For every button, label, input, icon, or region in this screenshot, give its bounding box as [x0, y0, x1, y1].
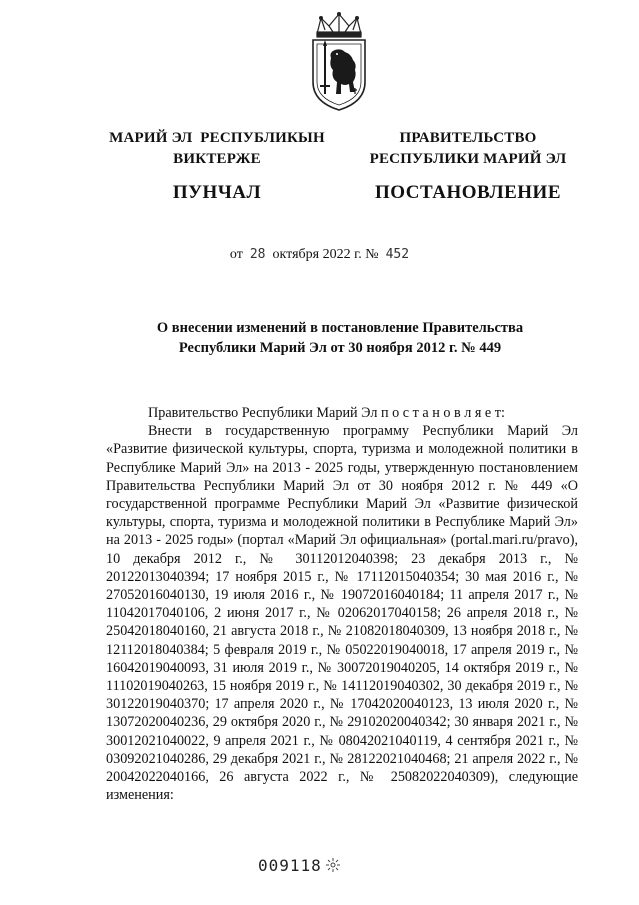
header-right-line2: РЕСПУБЛИКИ МАРИЙ ЭЛ [369, 151, 567, 167]
header-right-doc-type: ПОСТАНОВЛЕНИЕ [374, 182, 562, 203]
header-left-line1: МАРИЙ ЭЛ РЕСПУБЛИКЫН [109, 130, 325, 146]
date-month-year: октября 2022 г. № [272, 247, 379, 262]
header-right-line1: ПРАВИТЕЛЬСТВО [399, 130, 537, 146]
header-left-doc-type: ПУНЧАЛ [172, 182, 262, 203]
date-line [0, 247, 639, 263]
header-right-block [356, 128, 580, 206]
date-day: 28 [249, 247, 266, 262]
body-intro: Правительство Республики Марий Эл п о с т а н о в л я е т: [148, 405, 505, 421]
date-prefix: от [229, 247, 243, 262]
stamp-serial: 009118 [258, 856, 322, 875]
document-number: 452 [385, 247, 410, 262]
stamp-star-icon [326, 858, 340, 872]
document-title [100, 318, 580, 358]
title-line1: О внесении изменений в постановление Правительства [156, 320, 524, 336]
header-left-line2: ВИКТЕРЖЕ [173, 151, 261, 167]
body-paragraph: Внести в государственную программу Республики Марий Эл «Развитие физической культуры, спорта, туризма и молодежной политики в Республике Марий Эл» на 2013 - 2025 годы, утвержденную постановлением Правительства Республики Марий Эл от 30 ноября 2012 г. № 449 «О государственной программе Республики Марий Эл «Развитие физической культуры, спорта, туризма и молодежной политики в Республике Марий Эл» на 2013 - 2025 годы» (портал «Марий Эл официальная» (portal.mari.ru/pravo), 10 декабря 2012 г., № 30112012040398; 23 декабря 2013 г., № 20122013040394; 17 ноября 2015 г., № 17112015040354; 30 мая 2016 г., № 27052016040130, 19 июля 2016 г., № 19072016040184; 11 апреля 2017 г., № 11042017040106, 2 июня 2017 г., № 02062017040158; 26 апреля 2018 г., № 25042018040160, 21 августа 2018 г., № 21082018040309, 13 ноября 2018 г., № 12112018040384; 5 февраля 2019 г., № 05022019040018, 17 апреля 2019 г., № 16042019040093, 31 июля 2019 г., № 30072019040205, 14 октября 2019 г., № 11102019040263, 15 ноября 2019 г., № 14112019040302, 30 декабря 2019 г., № 30122019040370; 17 апреля 2020 г., № 17042020040123, 13 июля 2020 г., № 13072020040236, 29 октября 2020 г., № 29102020040342; 30 января 2021 г., № 30012021040022, 9 апреля 2021 г., № 08042021040119, 4 сентября 2021 г., № 03092021040286, 29 декабря 2021 г., № 28122021040468; 21 апреля 2022 г., № 20042022040166, 26 августа 2022 г., № 25082022040309), следующие изменения: [106, 423, 578, 804]
coat-of-arms-icon [303, 12, 375, 112]
header-left-block [102, 128, 332, 206]
title-line2: Республики Марий Эл от 30 ноября 2012 г. № 449 [178, 340, 502, 356]
document-body [106, 404, 578, 804]
